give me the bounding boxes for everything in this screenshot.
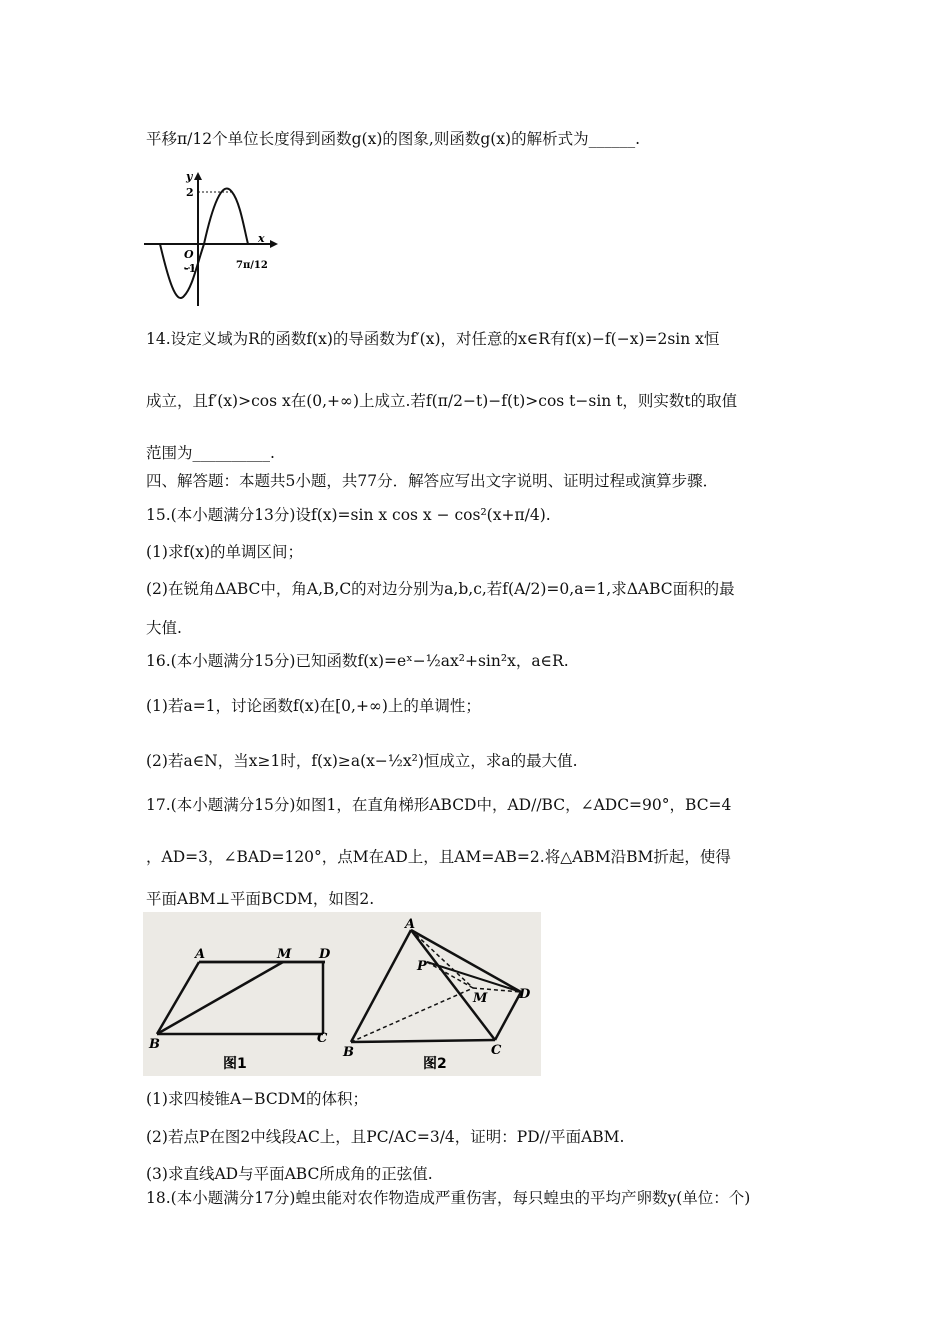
fig1-caption: 图1 (223, 1056, 247, 1072)
q14-line2: 成立，且f′(x)>cos x在(0,+∞)上成立.若f(π/2−t)−f(t)>cos t−sin t，则实数t的取值 (146, 392, 738, 410)
q16-stem: 16.(本小题满分15分)已知函数f(x)=eˣ−½ax²+sin²x，a∈R. (146, 652, 569, 670)
q13-tail: 平移π/12个单位长度得到函数g(x)的图象,则函数g(x)的解析式为______. (146, 130, 641, 148)
q17-line2: ，AD=3，∠BAD=120°，点M在AD上，且AM=AB=2.将△ABM沿BM折起，使得 (146, 848, 731, 866)
tick-2: 2 (186, 186, 194, 199)
q17-line3: 平面ABM⊥平面BCDM，如图2. (146, 890, 375, 908)
fig1-label-a: A (195, 947, 206, 962)
q14-line3: 范围为__________. (146, 444, 275, 462)
fig1-label-b: B (149, 1037, 160, 1052)
q15-part2b: 大值. (146, 619, 182, 637)
tick-neg1: -1 (184, 262, 197, 275)
fig1-label-d: D (319, 947, 331, 962)
q15-part1: (1)求f(x)的单调区间； (146, 543, 304, 561)
x-label: x (258, 232, 265, 245)
q16-part2: (2)若a∈N，当x≥1时，f(x)≥a(x−½x²)恒成立，求a的最大值. (146, 752, 578, 770)
tick-7pi-12: 7π/12 (236, 260, 268, 271)
q15-part2a: (2)在锐角ΔABC中，角A,B,C的对边分别为a,b,c,若f(A/2)=0,a=1,求ΔABC面积的最 (146, 580, 735, 598)
origin-label: O (184, 248, 194, 261)
fig2-label-p: P (417, 959, 427, 974)
fig2-label-a: A (405, 917, 416, 932)
q17-part3: (3)求直线AD与平面ABC所成角的正弦值. (146, 1165, 433, 1183)
fig1-label-m: M (277, 947, 292, 962)
fig2-caption: 图2 (423, 1056, 447, 1072)
q17-line1: 17.(本小题满分15分)如图1，在直角梯形ABCD中，AD//BC，∠ADC=90°，BC=4 (146, 796, 732, 814)
q17-part1: (1)求四棱锥A−BCDM的体积； (146, 1090, 368, 1108)
q17-part2: (2)若点P在图2中线段AC上，且PC/AC=3/4，证明：PD//平面ABM. (146, 1128, 625, 1146)
fig1-label-c: C (317, 1031, 328, 1046)
q18-line1: 18.(本小题满分17分)蝗虫能对农作物造成严重伤害，每只蝗虫的平均产卵数y(单位：个) (146, 1189, 751, 1207)
x-axis-arrow-icon (270, 240, 278, 248)
q16-part1: (1)若a=1，讨论函数f(x)在[0,+∞)上的单调性； (146, 697, 481, 715)
q17-figures (143, 912, 541, 1076)
fig2-label-b: B (343, 1045, 354, 1060)
fig2-label-d: D (519, 987, 531, 1002)
sine-graph (140, 168, 280, 308)
fig2-label-m: M (473, 991, 488, 1006)
q15-stem: 15.(本小题满分13分)设f(x)=sin x cos x − cos²(x+π/4). (146, 506, 551, 524)
y-axis-arrow-icon (194, 172, 202, 180)
q14-line1: 14.设定义域为R的函数f(x)的导函数为f′(x)，对任意的x∈R有f(x)−f(−x)=2sin x恒 (146, 330, 720, 348)
fig2-label-c: C (491, 1043, 502, 1058)
section-four-heading: 四、解答题：本题共5小题，共77分．解答应写出文字说明、证明过程或演算步骤． (146, 472, 719, 490)
y-label: y (186, 170, 193, 183)
